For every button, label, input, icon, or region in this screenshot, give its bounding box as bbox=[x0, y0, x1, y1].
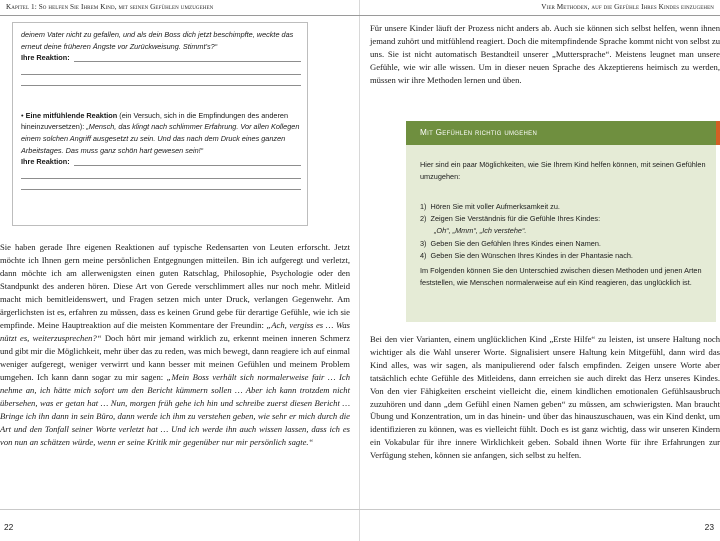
page-number-right: 23 bbox=[704, 522, 714, 532]
bullet-heading: Eine mitfühlende Reaktion bbox=[25, 110, 118, 120]
running-head-right: Vier Methoden, auf die Gefühle Ihres Kindes einzugehen bbox=[541, 3, 714, 11]
reaction-row-2 bbox=[21, 156, 301, 168]
bullet-explanation: (ein Versuch, sich in die Empfindungen des anderen hineinzuversetzen): bbox=[21, 110, 289, 132]
list-item-example: „Oh“, „Mmm“, „Ich verstehe“. bbox=[434, 226, 527, 236]
reaction-label: Ihre Reaktion: bbox=[21, 157, 70, 167]
exercise-intro-text: deinem Vater nicht zu gefallen, und als dein Boss dich jetzt beschimpfte, weckte das erneut deine früheren Ängste vor Zurückweisung. Stimmt’s?“ bbox=[21, 30, 294, 51]
footer-rule-right bbox=[360, 509, 720, 510]
answer-line[interactable] bbox=[74, 165, 301, 166]
list-item: 4) Geben Sie den Wünschen Ihres Kindes in der Phantasie nach. bbox=[420, 250, 633, 260]
reaction-row-1 bbox=[21, 52, 301, 64]
body-text: Sie haben gerade Ihre eigenen Reaktionen auf typische Redensarten von Leuten erforscht. Jetzt möchte ich Ihnen gern meine persönlichen Entgegnungen mitteilen. Bin ich aufgeregt und verletzt, dann möchte ich am allerwenigsten einen guten Ratschlag, Philosophie, Psychologie oder den Standpunkt des anderen hören. Diese Art von Gerede verschlimmert alles nur noch mehr. Mitleid macht mich bemitleidenswert, und Fragen setzen mich unter Druck, verlangen Gegenwehr. Am ärgerlichsten ist es, erfahren zu müssen, dass es keinen Grund gebe für derartige Gefühle, wie ich sie empfinde. Meine Hauptreaktion auf die meisten Kommentare der Freundin: bbox=[0, 242, 350, 331]
answer-line[interactable] bbox=[74, 61, 301, 62]
tip-box-title: Mit Gefühlen richtig umgehen bbox=[420, 128, 538, 137]
answer-line[interactable] bbox=[21, 189, 301, 190]
list-item: 3) Geben Sie den Gefühlen Ihres Kindes einen Namen. bbox=[420, 238, 601, 248]
exercise-box bbox=[12, 22, 308, 226]
body-text: Doch hört mir jemand wirklich zu, erkennt meinen inneren Schmerz und gibt mir die Möglichkeit, mehr über das zu reden, was mich bewegt, dann reagiere ich auf einmal weniger aufgeregt, weniger verwirrt und kann besser mit meinen Gefühlen und meinem Problem umgehen. Ich kann dann sogar zu mir sagen: bbox=[0, 333, 351, 383]
header-rule-right bbox=[360, 15, 720, 16]
exercise-bullet bbox=[21, 110, 301, 156]
right-body-text: Bei den vier Varianten, einem unglücklichen Kind „Erste Hilfe“ zu leisten, ist unsere Haltung noch wichtiger als die Wahl unserer Worte. Signalisiert unsere Haltung kein Mitgefühl, dann wird das Kind alles, was wir sagen, als manipulierend oder falsch empfinden. Zeigen unsere Worte aber tatsächlich echte Gefühle des Mitleidens, dann erreichen sie auch direkt das Herz unseres Kindes. Von den vier Fähigkeiten erscheint vielleicht die, einem kindlichen emotionalen Gefühlsausbruch zuzuhören und dann „dem Gefühl einen Namen geben“ zu müssen, am schwierigsten. Man braucht Übung und Konzentration, um in das hinein- und über das hinauszuschauen, was ein Kind denkt, um identifizieren zu können, was es vielleicht fühlt. Doch es ist ganz wichtig, dass wir unseren Kindern ein Vokabular für ihre innere Wirklichkeit geben. Sobald ihnen Worte für ihre Erfahrungen zur Verfügung stehen, können sie anfangen, sich selbst zu helfen. bbox=[370, 334, 720, 461]
tip-box bbox=[406, 121, 720, 322]
right-page bbox=[360, 0, 720, 541]
right-intro-text: Für unsere Kinder läuft der Prozess nicht anders ab. Auch sie können sich selbst helfen, wenn ihnen jemand zuhört und mitfühlend reagiert. Doch die mitempfindende Sprache kommt nicht von selbst zu uns. Sie ist nicht automatisch Bestandteil unserer „Muttersprache“. Meistens leugnet man unsere Gefühle, wie wir alle wissen. Um in dieser neuen Sprache des Akzeptierens heimisch zu werden, müssen wir ihre Methoden lernen und üben. bbox=[370, 23, 720, 85]
body-quote: „Mein Boss verhält sich normalerweise fair … Ich nehme an, ich hätte mich sofort um den Bericht kümmern sollen … Aber ich kann trotzdem nicht übersehen, was er getan hat … Nun, morgen früh gehe ich hin und schreibe zuerst diesen Bericht … Bringe ich ihn dann in sein Büro, dann werde ich ihm zu verstehen geben, wie sehr er mich durch die Art und den Tonfall seiner Worte verletzt hat … Und ich werde ihn auch wissen lassen, dass ich es von nun an schätzen würde, wenn er seine Kritik mir gegenüber nur mir persönlich sagte.“ bbox=[0, 372, 350, 448]
list-item: 1) Hören Sie mit voller Aufmerksamkeit zu. bbox=[420, 202, 560, 211]
left-body-text bbox=[0, 241, 350, 449]
reaction-label: Ihre Reaktion: bbox=[21, 53, 70, 63]
tip-list bbox=[420, 201, 706, 262]
list-item: 2) Zeigen Sie Verständnis für die Gefühle Ihres Kindes: bbox=[420, 214, 601, 224]
tip-box-header bbox=[406, 121, 716, 145]
tip-outro: Im Folgenden können Sie den Unterschied zwischen diesen Methoden und jenen Arten feststellen, wie Menschen normalerweise auf ein Kind reagieren, das unglücklich ist. bbox=[420, 266, 702, 288]
running-head-left: Kapitel 1: So helfen Sie Ihrem Kind, mit seinen Gefühlen umzugehen bbox=[6, 3, 214, 11]
tip-box-body bbox=[406, 145, 716, 322]
corner-tab-icon bbox=[716, 121, 720, 145]
bullet-icon: • bbox=[21, 110, 26, 120]
page-number-left: 22 bbox=[4, 522, 14, 532]
body-quote: „Ach, vergiss es … Was nützt es, weiterzusprechen?“ bbox=[0, 320, 350, 344]
header-rule-left bbox=[0, 15, 360, 16]
bullet-quote: „Mensch, das klingt nach schlimmer Erfahrung. Vor allen Kollegen einem solchen Angriff ausgesetzt zu sein. Und das nach dem Druck eines ganzen Arbeitstages. Das muss ganz schön hart gewesen sein!“ bbox=[21, 122, 300, 155]
footer-rule-left bbox=[0, 509, 360, 510]
tip-intro: Hier sind ein paar Möglichkeiten, wie Sie Ihrem Kind helfen können, mit seinen Gefühlen umzugehen: bbox=[420, 160, 706, 182]
